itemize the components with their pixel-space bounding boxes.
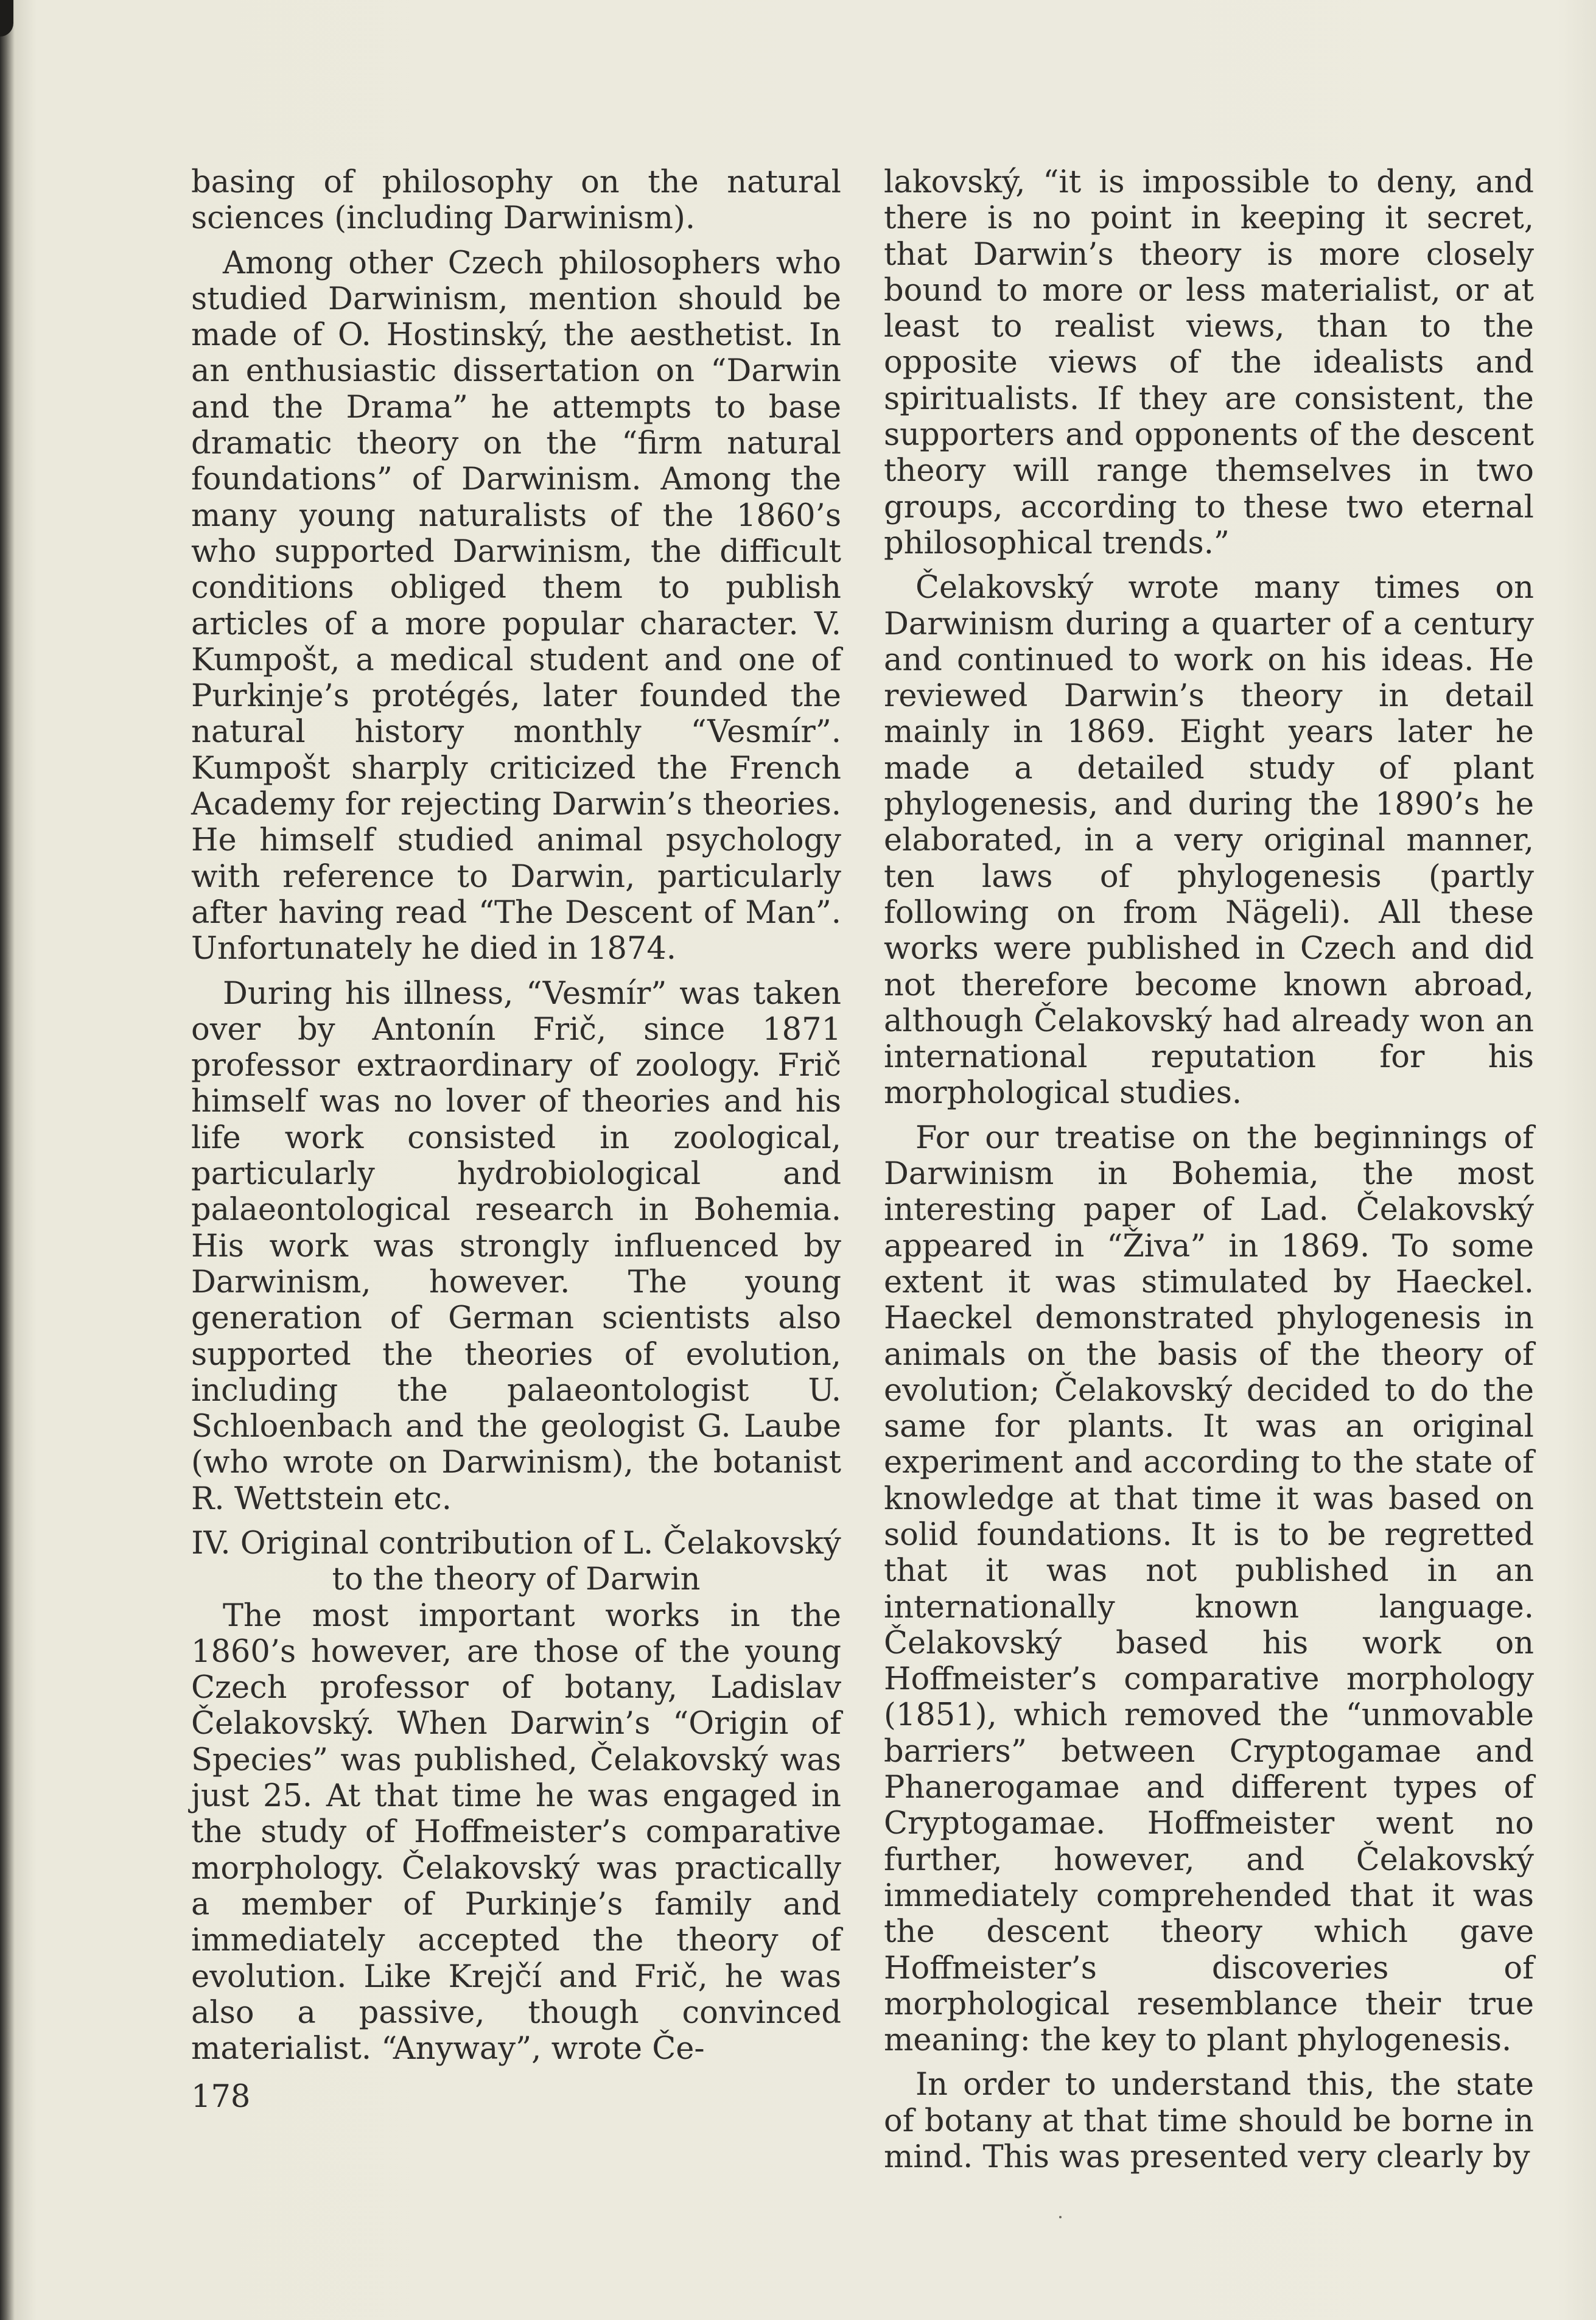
left-column xyxy=(191,164,841,2067)
section-heading-line: to the theory of Darwin xyxy=(332,1561,701,1598)
paragraph: The most important works in the 1860’s however, are those of the young Czech professor of botany, Ladislav Čelakovský. When Darwin’s “Origin of Species” was published, Čelakovský was just 25. At that time he was engaged in the study of Hoffmeister’s comparative morphology. Čelakovský was practically a member of Purkinje’s family and immediately accepted the theory of evolution. Like Krejčí and Frič, he was also a passive, though convinced materialist. “Anyway”, wrote Če- xyxy=(191,1597,841,2067)
paragraph: basing of philosophy on the natural sciences (including Darwinism). xyxy=(191,164,841,237)
section-heading xyxy=(191,1526,841,1598)
paragraph: Čelakovský wrote many times on Darwinism during a quarter of a century and continued to work on his ideas. He reviewed Darwin’s theory in detail mainly in 1869. Eight years later he made a detailed study of plant phylogenesis, and during the 1890’s he elaborated, in a very original manner, ten laws of phylogenesis (partly following on from Nägeli). All these works were published in Czech and did not therefore become known abroad, although Čelakovský had already won an international reputation for his morphological studies. xyxy=(884,570,1534,1112)
page-number: 178 xyxy=(191,2079,251,2115)
paragraph: lakovský, “it is impossible to deny, and there is no point in keeping it secret, that Darwin’s theory is more closely bound to more or less materialist, or at least to realist views, than to the opposite views of the idealists and spiritualists. If they are consistent, the supporters and opponents of the descent theory will range themselves in two groups, according to these two eternal philosophical trends.” xyxy=(884,164,1534,561)
paragraph: During his illness, “Vesmír” was taken over by Antonín Frič, since 1871 professor extraordinary of zoology. Frič himself was no lover of theories and his life work consisted in zoological, particularly hydrobiological and palaeontological research in Bohemia. His work was strongly influenced by Darwinism, however. The young generation of German scientists also supported the theories of evolution, including the palaeontologist U. Schloenbach and the geologist G. Laube (who wrote on Darwinism), the botanist R. Wettstein etc. xyxy=(191,975,841,1517)
right-column xyxy=(884,164,1534,2175)
section-heading-line: IV. Original contribution of L. Čelakovský xyxy=(191,1525,841,1561)
paragraph: In order to understand this, the state of botany at that time should be borne in mind. This was presented very clearly by xyxy=(884,2067,1534,2176)
paragraph: For our treatise on the beginnings of Darwinism in Bohemia, the most interesting paper of Lad. Čelakovský appeared in “Živa” in 1869. To some extent it was stimulated by Haeckel. Haeckel demonstrated phylogenesis in animals on the basis of the theory of evolution; Čelakovský decided to do the same for plants. It was an original experiment and according to the state of knowledge at that time it was based on solid foundations. It is to be regretted that it was not published in an internationally known language. Čelakovský based his work on Hoffmeister’s comparative morphology (1851), which removed the “unmovable barriers” between Cryptogamae and Phanerogamae and different types of Cryptogamae. Hoffmeister went no further, however, and Čelakovský immediately comprehended that it was the descent theory which gave Hoffmeister’s discoveries of morphological resemblance their true meaning: the key to plant phylogenesis. xyxy=(884,1120,1534,2059)
paper-speck xyxy=(1059,2216,1062,2218)
paragraph: Among other Czech philosophers who studied Darwinism, mention should be made of O. Hostinský, the aesthetist. In an enthusiastic dissertation on “Darwin and the Drama” he attempts to base dramatic theory on the “firm natural foundations” of Darwinism. Among the many young naturalists of the 1860’s who supported Darwinism, the difficult conditions obliged them to publish articles of a more popular character. V. Kumpošt, a medical student and one of Purkinje’s protégés, later founded the natural history monthly “Vesmír”. Kumpošt sharply criticized the French Academy for rejecting Darwin’s theories. He himself studied animal psychology with reference to Darwin, particularly after having read “The Descent of Man”. Unfortunately he died in 1874. xyxy=(191,245,841,967)
